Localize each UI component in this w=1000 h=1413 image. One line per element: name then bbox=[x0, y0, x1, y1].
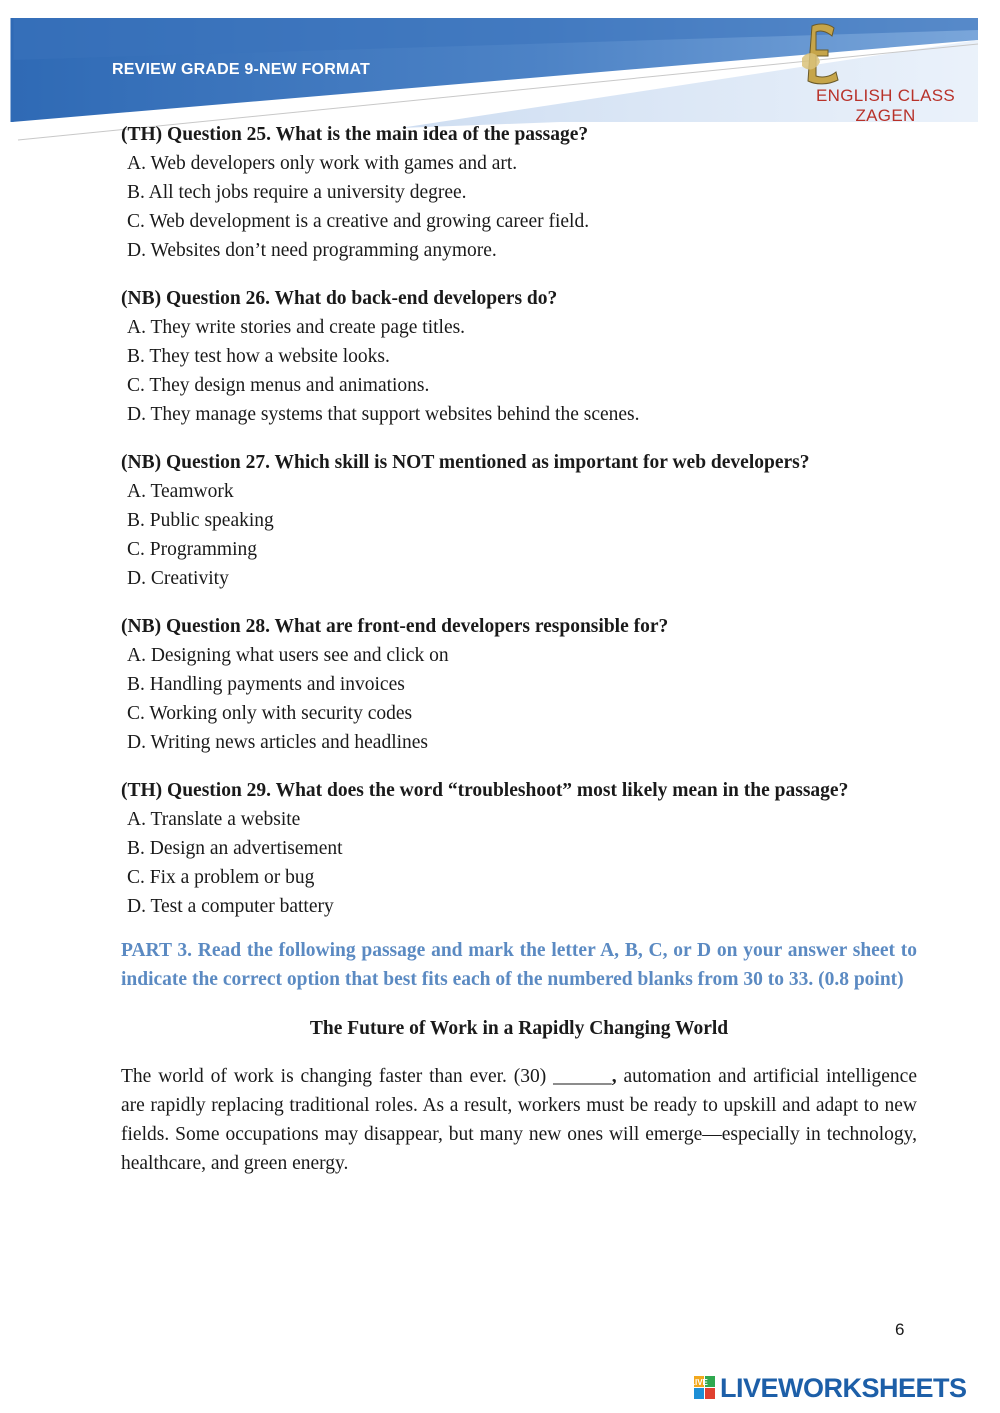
option-a[interactable]: A. They write stories and create page titles. bbox=[127, 317, 466, 338]
liveworksheets-logo-icon bbox=[690, 1376, 716, 1400]
question-stem: (NB) Question 28. What are front-end developers responsible for? bbox=[121, 616, 669, 637]
option-c[interactable]: C. Web development is a creative and growing career field. bbox=[127, 211, 590, 232]
question-29 bbox=[121, 776, 917, 921]
page-number: 6 bbox=[895, 1320, 905, 1339]
liveworksheets-text: LIVEWORKSHEETS bbox=[720, 1373, 967, 1403]
option-b[interactable]: B. Handling payments and invoices bbox=[127, 674, 405, 695]
option-d[interactable]: D. Creativity bbox=[127, 568, 229, 589]
question-26 bbox=[121, 284, 917, 429]
option-d[interactable]: D. Test a computer battery bbox=[127, 896, 334, 917]
passage-text-start: The world of work is changing faster than ever. (30) ______ bbox=[121, 1066, 612, 1087]
option-a[interactable]: A. Translate a website bbox=[127, 809, 301, 830]
option-c[interactable]: C. Fix a problem or bug bbox=[127, 867, 315, 888]
question-27 bbox=[121, 448, 917, 593]
question-25 bbox=[121, 120, 917, 265]
option-a[interactable]: A. Designing what users see and click on bbox=[127, 645, 449, 666]
option-a[interactable]: A. Web developers only work with games and art. bbox=[127, 153, 518, 174]
worksheet-content bbox=[121, 120, 917, 1178]
brand-letter-icon bbox=[798, 22, 848, 86]
passage-text-end: automation and artificial intelligence are rapidly replacing traditional roles. As a result, workers must be ready to upskill and adapt to new fields. Some occupations may disappear, but many new ones will emerge—especially in technology, healthcare, and green energy. bbox=[121, 1066, 917, 1174]
option-b[interactable]: B. They test how a website looks. bbox=[127, 346, 390, 367]
brand-logo bbox=[798, 22, 973, 125]
question-28 bbox=[121, 612, 917, 757]
blank-30-comma: , bbox=[611, 1066, 617, 1087]
passage-paragraph bbox=[121, 1062, 917, 1178]
question-stem: (NB) Question 27. Which skill is NOT mentioned as important for web developers? bbox=[121, 452, 810, 473]
option-c[interactable]: C. Working only with security codes bbox=[127, 703, 413, 724]
question-stem: (TH) Question 25. What is the main idea of the passage? bbox=[121, 124, 589, 145]
logo-letter-l: LIVE bbox=[690, 1378, 708, 1387]
option-d[interactable]: D. They manage systems that support websites behind the scenes. bbox=[127, 404, 640, 425]
option-a[interactable]: A. Teamwork bbox=[127, 481, 234, 502]
part-3-instruction: PART 3. Read the following passage and mark the letter A, B, C, or D on your answer sheet to indicate the correct option that best fits each of the numbered blanks from 30 to 33. (0.8 point) bbox=[121, 940, 917, 990]
option-d[interactable]: D. Writing news articles and headlines bbox=[127, 732, 429, 753]
option-c[interactable]: C. They design menus and animations. bbox=[127, 375, 430, 396]
question-stem: (TH) Question 29. What does the word “troubleshoot” most likely mean in the passage? bbox=[121, 780, 849, 801]
option-c[interactable]: C. Programming bbox=[127, 539, 257, 560]
brand-name: ENGLISH CLASS ZAGEN bbox=[815, 86, 955, 125]
passage-title: The Future of Work in a Rapidly Changing World bbox=[309, 1018, 729, 1039]
header-title: REVIEW GRADE 9-NEW FORMAT bbox=[112, 61, 371, 78]
question-stem: (NB) Question 26. What do back-end developers do? bbox=[121, 288, 558, 309]
option-b[interactable]: B. Public speaking bbox=[127, 510, 274, 531]
option-b[interactable]: B. Design an advertisement bbox=[127, 838, 343, 859]
option-b[interactable]: B. All tech jobs require a university degree. bbox=[127, 182, 467, 203]
option-d[interactable]: D. Websites don’t need programming anymore. bbox=[127, 240, 497, 261]
